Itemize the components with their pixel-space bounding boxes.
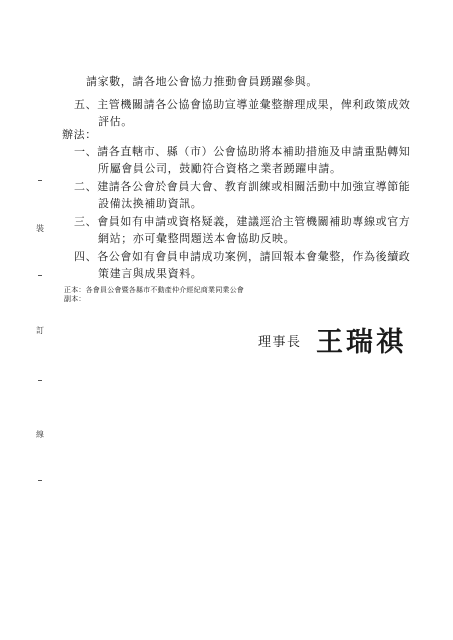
item-5-line-2: 評估。 — [98, 115, 133, 128]
binding-tick — [38, 180, 42, 181]
recipients-line: 正本：各會員公會暨各縣市不動產仲介經紀商業同業公會 — [64, 286, 244, 294]
item-5-line-1: 五、主管機關請各公協會協助宣導並彙整辦理成果，俾利政策成效 — [74, 98, 411, 111]
method-4-line-2: 策建言與成果資料。 — [98, 267, 203, 280]
signature-name: 王瑞祺 — [316, 327, 406, 358]
method-2-line-2: 設備汰換補助資訊。 — [98, 197, 203, 210]
method-1-line-2: 所屬會員公司，鼓勵符合資格之業者踴躍申請。 — [98, 162, 342, 175]
binding-tick — [38, 275, 42, 276]
method-4-line-1: 四、各公會如有會員申請成功案例，請回報本會彙整，作為後續政 — [74, 250, 411, 263]
method-3-line-2: 網站；亦可彙整問題送本會協助反映。 — [98, 232, 296, 245]
method-heading: 辦法： — [62, 128, 97, 141]
signature-title: 理事長 — [258, 335, 302, 350]
body-line-1: 請家數，請各地公會協力推動會員踴躍參與。 — [86, 75, 318, 88]
binding-tick — [38, 480, 42, 481]
binding-mark-1: 裝 — [36, 224, 44, 233]
method-2-line-1: 二、建請各公會於會員大會、教育訓練或相關活動中加強宣導節能 — [74, 180, 411, 193]
binding-mark-3: 線 — [36, 430, 44, 439]
method-1-line-1: 一、請各直轄市、縣（市）公會協助將本補助措施及申請重點轉知 — [74, 145, 411, 158]
copy-line: 副本： — [64, 295, 86, 303]
binding-mark-2: 訂 — [36, 326, 44, 335]
binding-tick — [38, 380, 42, 381]
method-3-line-1: 三、會員如有申請或資格疑義，建議逕洽主管機關補助專線或官方 — [74, 215, 411, 228]
